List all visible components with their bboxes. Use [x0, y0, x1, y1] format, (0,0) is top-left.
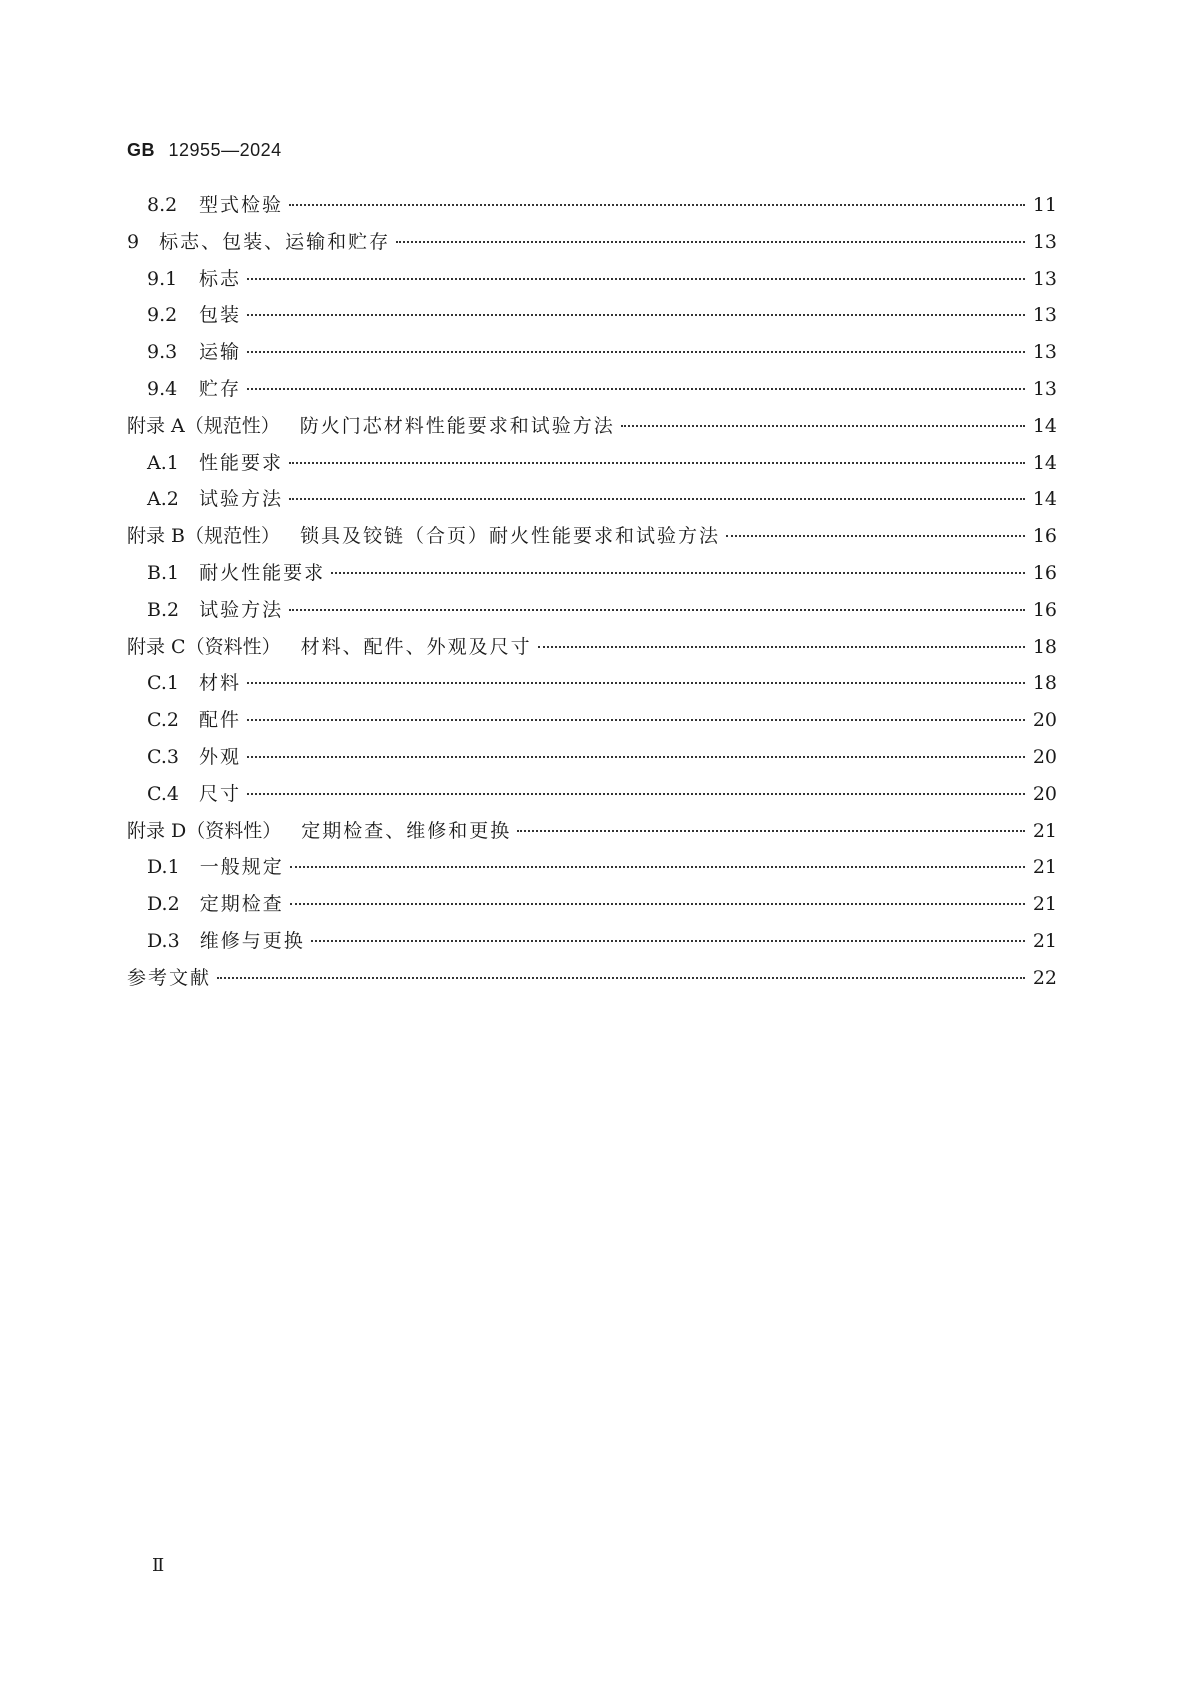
toc-entry-title: 贮存 — [199, 377, 242, 400]
toc-dot-leader — [247, 719, 1025, 721]
toc-entry-title: 配件 — [199, 709, 242, 732]
toc-entry-title: 外观 — [199, 745, 242, 768]
toc-entry[interactable] — [127, 337, 1057, 374]
toc-entry-page: 13 — [1032, 341, 1057, 364]
standard-number: 12955—2024 — [168, 140, 282, 160]
page-number: Ⅱ — [152, 1555, 165, 1576]
toc-entry-title: 定期检查 — [199, 893, 284, 916]
standard-code: GB — [127, 140, 155, 160]
toc-entry[interactable] — [127, 668, 1057, 705]
toc-dot-leader — [290, 903, 1025, 905]
toc-entry[interactable] — [127, 632, 1057, 669]
toc-dot-leader — [247, 278, 1025, 280]
toc-dot-leader — [247, 682, 1025, 684]
toc-dot-leader — [247, 314, 1025, 316]
toc-entry[interactable] — [127, 558, 1057, 595]
toc-entry-title: 定期检查、维修和更换 — [301, 819, 512, 842]
toc-dot-leader — [247, 793, 1025, 795]
toc-entry[interactable] — [127, 852, 1057, 889]
toc-entry-number: 9.4 — [147, 377, 178, 400]
toc-dot-leader — [538, 646, 1025, 648]
toc-entry-title: 试验方法 — [199, 488, 284, 511]
toc-entry-page: 13 — [1032, 230, 1057, 253]
toc-entry-page: 13 — [1032, 304, 1057, 327]
toc-entry[interactable] — [127, 705, 1057, 742]
document-header — [127, 140, 282, 161]
toc-entry-number: D.2 — [147, 893, 180, 916]
toc-entry-number: 9.2 — [147, 304, 178, 327]
toc-entry-number: B.2 — [147, 598, 180, 621]
toc-entry-title: 尺寸 — [199, 782, 242, 805]
toc-entry-number: 9.1 — [147, 267, 178, 290]
toc-dot-leader — [311, 940, 1025, 942]
toc-entry[interactable] — [127, 816, 1057, 853]
toc-entry-number: 附录 B（规范性） — [127, 525, 281, 548]
toc-entry-page: 20 — [1032, 745, 1057, 768]
toc-dot-leader — [247, 388, 1025, 390]
toc-entry[interactable] — [127, 889, 1057, 926]
toc-entry-title: 运输 — [199, 341, 242, 364]
toc-entry-number: C.3 — [147, 745, 179, 768]
toc-entry-page: 11 — [1032, 194, 1057, 216]
table-of-contents — [127, 190, 1057, 1000]
toc-entry-number: 附录 C（资料性） — [127, 635, 281, 658]
toc-entry-page: 14 — [1032, 488, 1057, 511]
toc-dot-leader — [290, 866, 1025, 868]
toc-entry-number: 8.2 — [147, 194, 178, 216]
toc-entry-title: 标志 — [199, 267, 242, 290]
toc-entry[interactable] — [127, 190, 1057, 227]
toc-entry-page: 21 — [1032, 856, 1057, 879]
toc-entry-page: 18 — [1032, 672, 1057, 695]
toc-entry[interactable] — [127, 963, 1057, 1000]
toc-entry-title: 耐火性能要求 — [199, 561, 326, 584]
toc-entry-page: 20 — [1032, 709, 1057, 732]
toc-dot-leader — [331, 572, 1025, 574]
toc-dot-leader — [726, 535, 1025, 537]
toc-entry-title: 参考文献 — [127, 966, 212, 989]
toc-entry[interactable] — [127, 742, 1057, 779]
toc-entry-title: 性能要求 — [199, 451, 284, 474]
toc-entry[interactable] — [127, 521, 1057, 558]
toc-dot-leader — [247, 351, 1025, 353]
toc-dot-leader — [621, 425, 1025, 427]
toc-entry-page: 16 — [1032, 561, 1057, 584]
toc-entry-number: A.1 — [147, 451, 179, 474]
toc-entry-page: 18 — [1032, 635, 1057, 658]
toc-entry[interactable] — [127, 926, 1057, 963]
toc-entry-page: 21 — [1032, 893, 1057, 916]
toc-dot-leader — [289, 609, 1025, 611]
toc-entry-page: 16 — [1032, 598, 1057, 621]
toc-entry-title: 材料 — [199, 672, 242, 695]
toc-entry-number: A.2 — [147, 488, 179, 511]
toc-entry-page: 14 — [1032, 414, 1057, 437]
toc-entry-number: C.4 — [147, 782, 179, 805]
toc-entry-page: 20 — [1032, 782, 1057, 805]
toc-entry-title: 试验方法 — [199, 598, 284, 621]
toc-dot-leader — [289, 498, 1025, 500]
toc-entry-title: 锁具及铰链（合页）耐火性能要求和试验方法 — [300, 525, 721, 548]
toc-entry-number: C.2 — [147, 709, 179, 732]
toc-entry[interactable] — [127, 227, 1057, 264]
toc-dot-leader — [396, 241, 1025, 243]
toc-entry-number: B.1 — [147, 561, 180, 584]
toc-entry[interactable] — [127, 264, 1057, 301]
toc-entry[interactable] — [127, 448, 1057, 485]
toc-dot-leader — [217, 977, 1025, 979]
toc-entry[interactable] — [127, 300, 1057, 337]
toc-entry-title: 一般规定 — [199, 856, 284, 879]
toc-entry-title: 材料、配件、外观及尺寸 — [300, 635, 532, 658]
toc-entry[interactable] — [127, 374, 1057, 411]
toc-dot-leader — [517, 830, 1025, 832]
toc-entry-number: 9 — [127, 230, 140, 253]
toc-dot-leader — [289, 462, 1025, 464]
toc-entry-title: 防火门芯材料性能要求和试验方法 — [299, 414, 615, 437]
toc-entry[interactable] — [127, 411, 1057, 448]
toc-entry-number: D.1 — [147, 856, 180, 879]
toc-entry[interactable] — [127, 779, 1057, 816]
toc-entry-title: 包装 — [199, 304, 242, 327]
toc-entry-title: 标志、包装、运输和贮存 — [159, 230, 391, 253]
toc-entry-page: 21 — [1032, 929, 1057, 952]
toc-entry-number: C.1 — [147, 672, 179, 695]
toc-entry[interactable] — [127, 595, 1057, 632]
toc-entry-number: 9.3 — [147, 341, 178, 364]
toc-entry-page: 21 — [1032, 819, 1057, 842]
toc-entry-title: 维修与更换 — [199, 929, 305, 952]
toc-entry-page: 14 — [1032, 451, 1057, 474]
toc-entry-page: 16 — [1032, 525, 1057, 548]
toc-entry-page: 22 — [1032, 966, 1057, 989]
toc-entry-page: 13 — [1032, 267, 1057, 290]
toc-entry-number: D.3 — [147, 929, 180, 952]
toc-dot-leader — [289, 204, 1025, 206]
toc-dot-leader — [247, 756, 1025, 758]
toc-entry-number: 附录 D（资料性） — [127, 819, 282, 842]
toc-entry-number: 附录 A（规范性） — [127, 414, 280, 437]
toc-entry-page: 13 — [1032, 377, 1057, 400]
toc-entry[interactable] — [127, 484, 1057, 521]
toc-entry-title: 型式检验 — [199, 194, 284, 216]
